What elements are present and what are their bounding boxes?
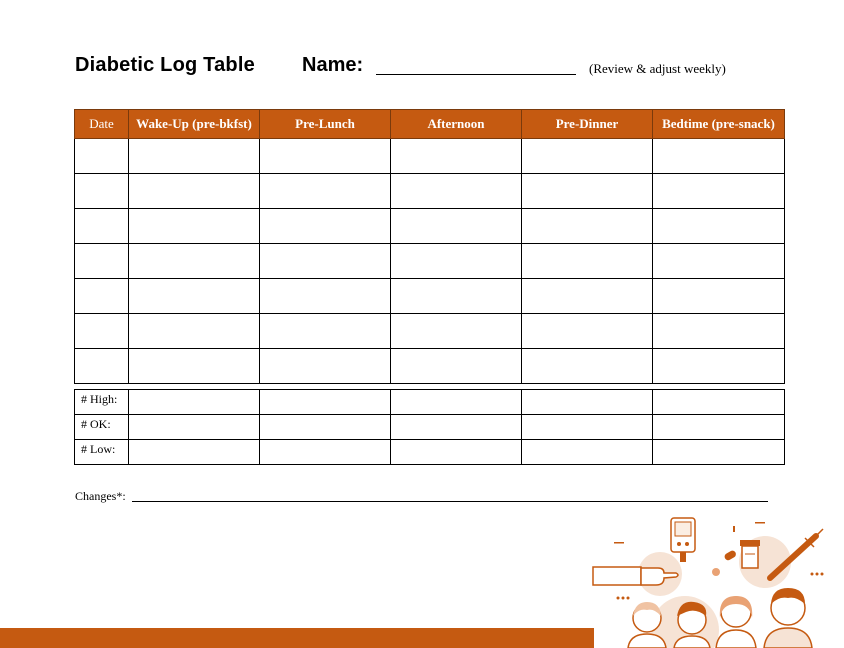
- summary-cell[interactable]: [653, 415, 785, 440]
- column-header-bedtime: Bedtime (pre-snack): [653, 110, 785, 139]
- column-header-pre-lunch: Pre-Lunch: [260, 110, 391, 139]
- reading-cell[interactable]: [129, 349, 260, 384]
- reading-cell[interactable]: [522, 314, 653, 349]
- column-header-date: Date: [75, 110, 129, 139]
- reading-cell[interactable]: [129, 279, 260, 314]
- reading-cell[interactable]: [653, 244, 785, 279]
- reading-cell[interactable]: [260, 209, 391, 244]
- date-cell[interactable]: [75, 349, 129, 384]
- reading-cell[interactable]: [653, 314, 785, 349]
- summary-cell[interactable]: [522, 440, 653, 465]
- name-label: Name:: [302, 54, 364, 76]
- log-row: [75, 139, 785, 174]
- summary-cell[interactable]: [260, 440, 391, 465]
- reading-cell[interactable]: [129, 174, 260, 209]
- reading-cell[interactable]: [653, 174, 785, 209]
- summary-cell[interactable]: [129, 415, 260, 440]
- summary-cell[interactable]: [391, 390, 522, 415]
- column-header-pre-dinner: Pre-Dinner: [522, 110, 653, 139]
- summary-label-high: # High:: [75, 390, 129, 415]
- footer-bar: [0, 628, 594, 648]
- reading-cell[interactable]: [522, 279, 653, 314]
- reading-cell[interactable]: [391, 279, 522, 314]
- reading-cell[interactable]: [260, 279, 391, 314]
- family-icon: [628, 588, 812, 648]
- date-cell[interactable]: [75, 244, 129, 279]
- reading-cell[interactable]: [129, 244, 260, 279]
- date-cell[interactable]: [75, 279, 129, 314]
- reading-cell[interactable]: [260, 244, 391, 279]
- diabetes-illustration: [590, 512, 844, 648]
- summary-cell[interactable]: [653, 390, 785, 415]
- date-cell[interactable]: [75, 139, 129, 174]
- summary-label-ok: # OK:: [75, 415, 129, 440]
- summary-row-low: [75, 440, 785, 465]
- reading-cell[interactable]: [391, 209, 522, 244]
- reading-cell[interactable]: [522, 209, 653, 244]
- log-row: [75, 209, 785, 244]
- log-row: [75, 244, 785, 279]
- reading-cell[interactable]: [260, 139, 391, 174]
- log-row: [75, 349, 785, 384]
- reading-cell[interactable]: [522, 349, 653, 384]
- summary-row-high: [75, 390, 785, 415]
- column-header-afternoon: Afternoon: [391, 110, 522, 139]
- changes-field-line[interactable]: [132, 501, 768, 502]
- summary-cell[interactable]: [391, 440, 522, 465]
- changes-label: Changes*:: [75, 489, 126, 503]
- log-table: [74, 109, 785, 384]
- reading-cell[interactable]: [129, 314, 260, 349]
- summary-table: [74, 389, 785, 465]
- reading-cell[interactable]: [653, 349, 785, 384]
- summary-label-low: # Low:: [75, 440, 129, 465]
- reading-cell[interactable]: [522, 139, 653, 174]
- log-row: [75, 174, 785, 209]
- reading-cell[interactable]: [391, 139, 522, 174]
- summary-cell[interactable]: [522, 390, 653, 415]
- summary-cell[interactable]: [129, 440, 260, 465]
- reading-cell[interactable]: [653, 209, 785, 244]
- date-cell[interactable]: [75, 174, 129, 209]
- capsule-icon: [712, 549, 737, 576]
- reading-cell[interactable]: [391, 349, 522, 384]
- glucose-meter-icon: [671, 518, 695, 562]
- log-row: [75, 279, 785, 314]
- summary-cell[interactable]: [260, 415, 391, 440]
- reading-cell[interactable]: [391, 314, 522, 349]
- date-cell[interactable]: [75, 209, 129, 244]
- name-field-line[interactable]: [376, 74, 576, 75]
- page-title: Diabetic Log Table: [75, 54, 255, 76]
- log-row: [75, 314, 785, 349]
- summary-cell[interactable]: [522, 415, 653, 440]
- summary-cell[interactable]: [391, 415, 522, 440]
- review-note: (Review & adjust weekly): [589, 61, 726, 76]
- reading-cell[interactable]: [653, 279, 785, 314]
- reading-cell[interactable]: [260, 174, 391, 209]
- reading-cell[interactable]: [391, 174, 522, 209]
- summary-row-ok: [75, 415, 785, 440]
- summary-cell[interactable]: [260, 390, 391, 415]
- reading-cell[interactable]: [653, 139, 785, 174]
- summary-cell[interactable]: [129, 390, 260, 415]
- reading-cell[interactable]: [260, 314, 391, 349]
- column-header-wake-up: Wake-Up (pre-bkfst): [129, 110, 260, 139]
- summary-cell[interactable]: [653, 440, 785, 465]
- reading-cell[interactable]: [260, 349, 391, 384]
- date-cell[interactable]: [75, 314, 129, 349]
- pill-bottle-icon: [740, 540, 760, 568]
- reading-cell[interactable]: [522, 244, 653, 279]
- reading-cell[interactable]: [129, 209, 260, 244]
- reading-cell[interactable]: [522, 174, 653, 209]
- reading-cell[interactable]: [129, 139, 260, 174]
- log-table-header-row: [75, 110, 785, 139]
- log-table-body: [75, 139, 785, 384]
- reading-cell[interactable]: [391, 244, 522, 279]
